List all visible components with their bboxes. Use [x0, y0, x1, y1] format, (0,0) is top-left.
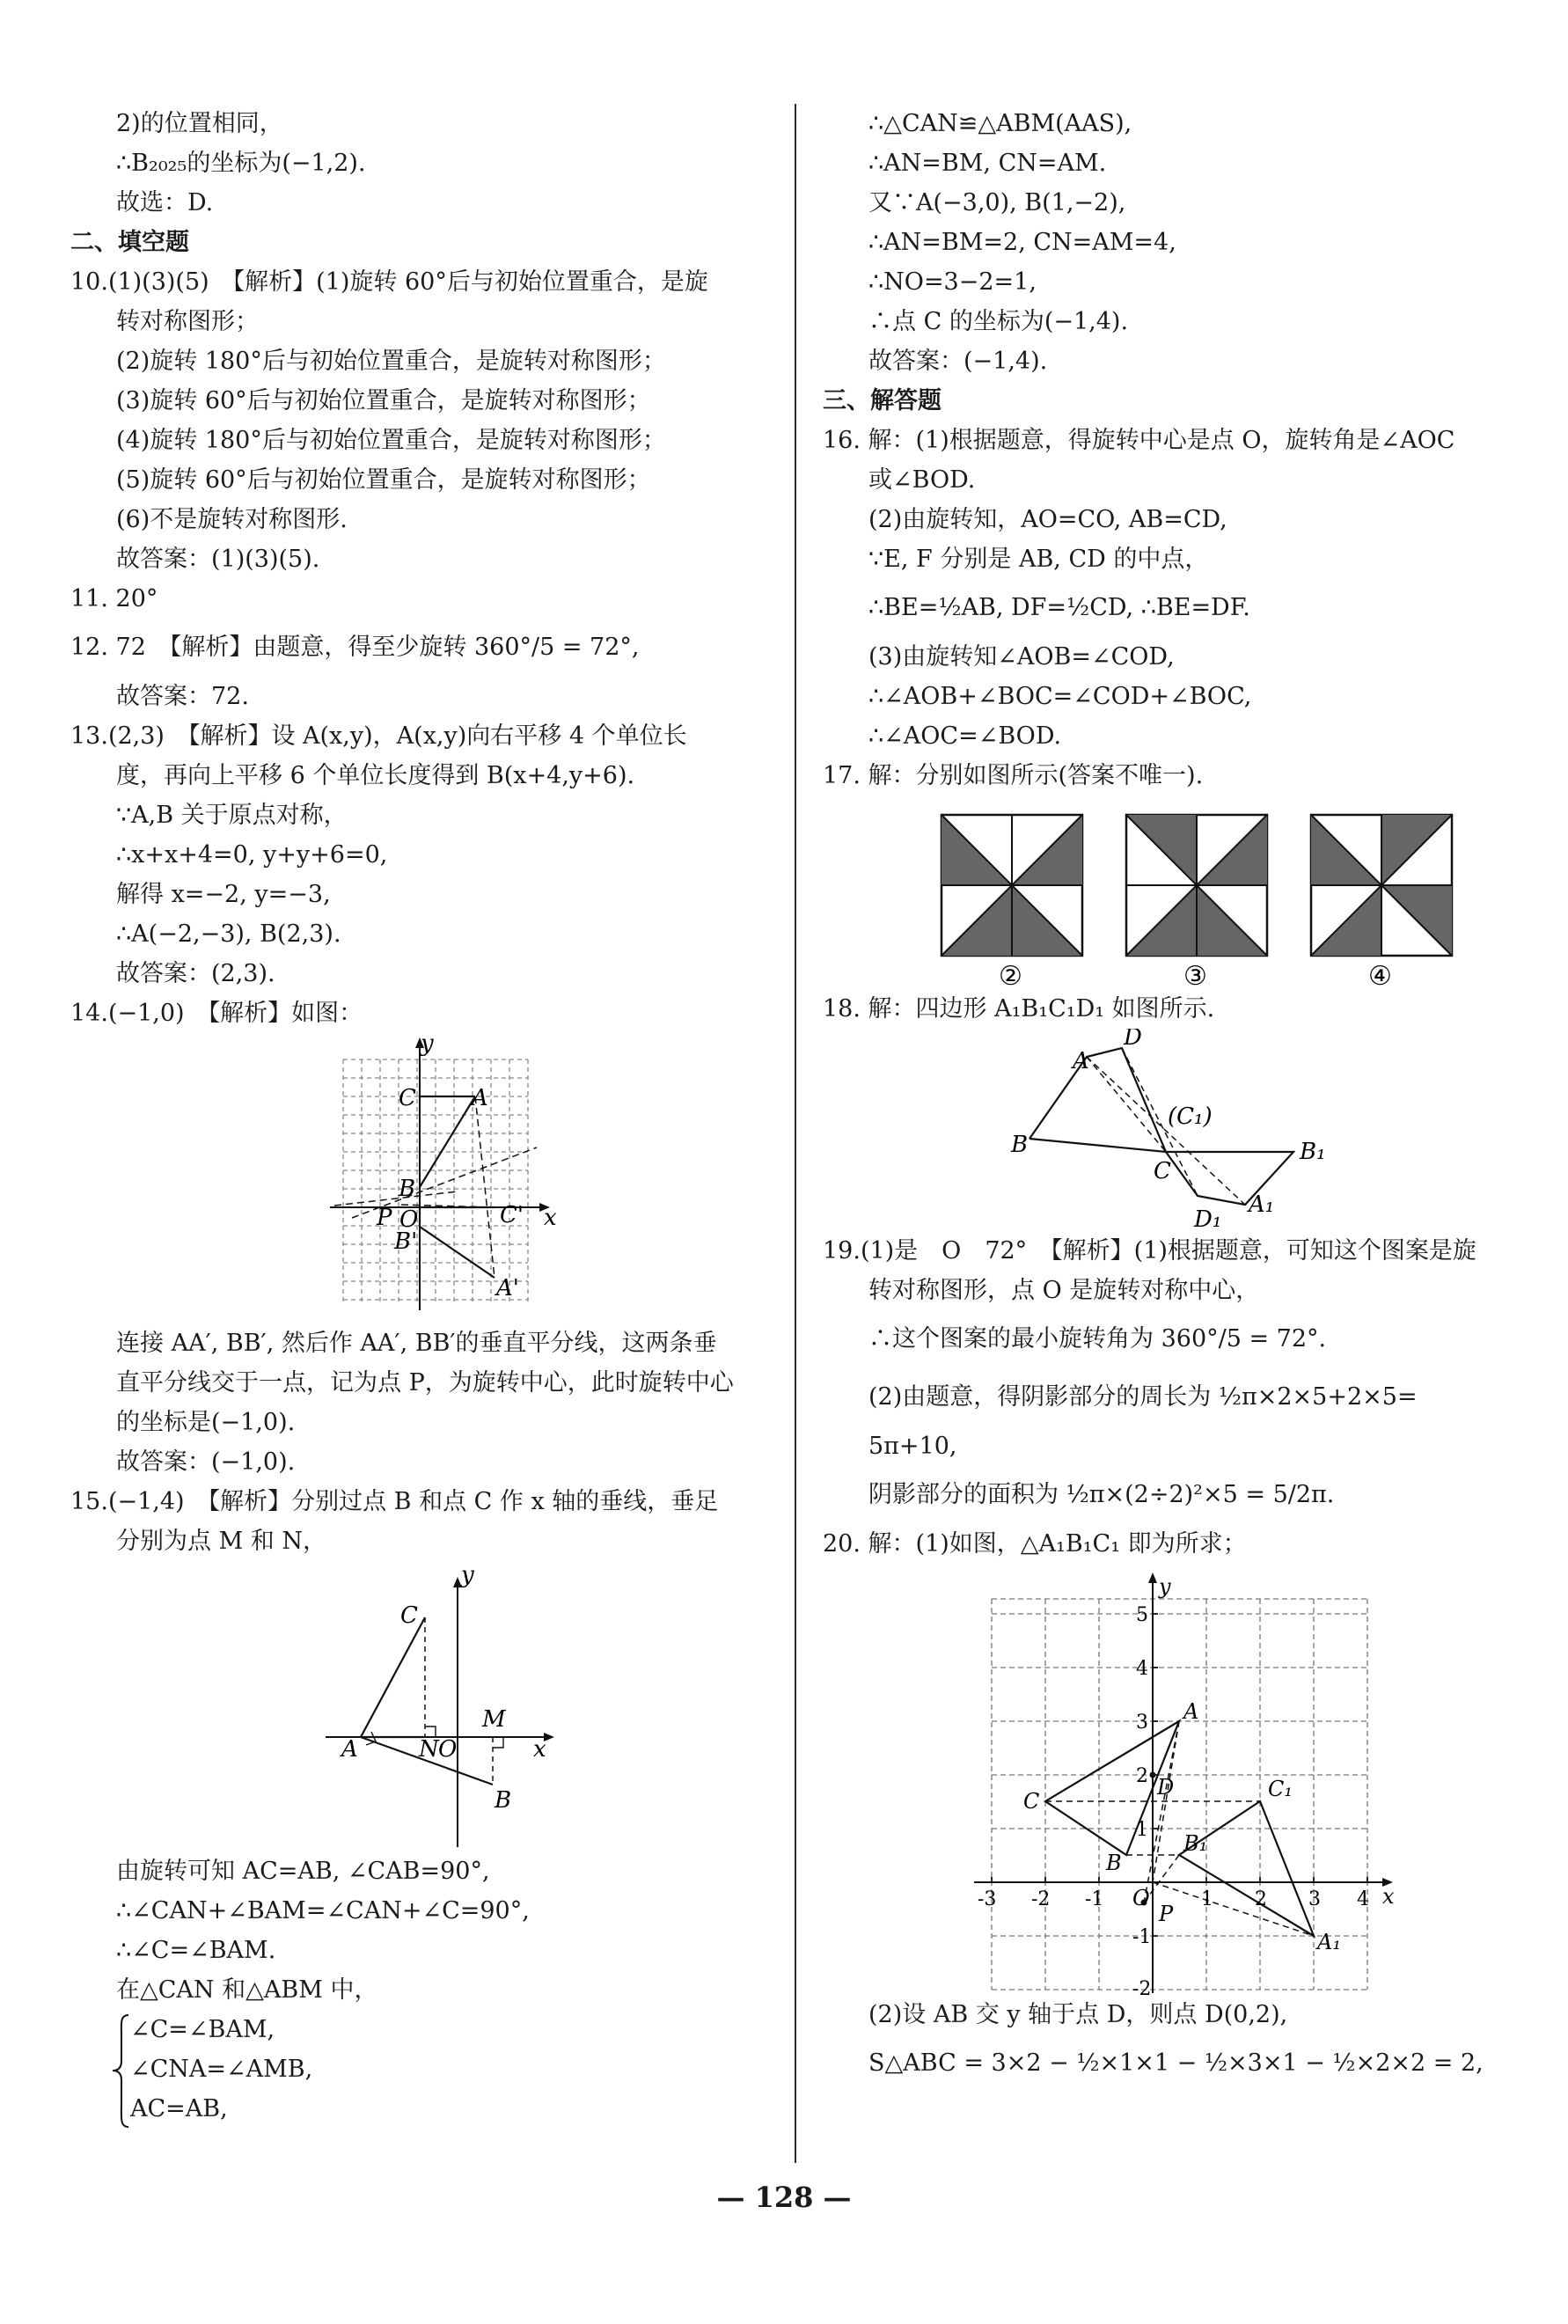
fig20-label: P	[1159, 1902, 1174, 1926]
text-line: 5π+10,	[868, 1433, 957, 1460]
text-line: (2)由旋转知，AO=CO, AB=CD,	[868, 506, 1227, 533]
fig20-label: D	[1157, 1775, 1175, 1800]
text-line: 11. 20°	[70, 585, 158, 612]
text-line: 16. 解：(1)根据题意，得旋转中心是点 O，旋转角是∠AOC	[823, 427, 1455, 454]
text-line: 故答案：(1)(3)(5).	[116, 546, 320, 573]
text-line: 20. 解：(1)如图，△A₁B₁C₁ 即为所求；	[823, 1530, 1247, 1558]
fig18-label: D	[1124, 1029, 1142, 1051]
text-line: 故答案：(−1,4).	[868, 348, 1048, 375]
fig15-label: C	[400, 1602, 418, 1629]
figure-14	[70, 1033, 774, 1323]
text-line: 转对称图形，点 O 是旋转对称中心，	[868, 1277, 1260, 1304]
text-line: 故答案：72.	[116, 683, 249, 710]
text-line: ∴x+x+4=0, y+y+6=0,	[116, 841, 388, 869]
text-line: ∴B₂₀₂₅的坐标为(−1,2).	[116, 150, 366, 177]
text-line: 17. 解：分别如图所示(答案不唯一).	[823, 762, 1204, 789]
fig14-label: A'	[496, 1275, 519, 1301]
text-line: (6)不是旋转对称图形.	[116, 506, 348, 533]
text-line: 度，再向上平移 6 个单位长度得到 B(x+4,y+6).	[116, 762, 635, 789]
page-number: — 128 —	[716, 2181, 852, 2214]
fig17-label: ③	[1183, 961, 1207, 989]
fig20-tick: -2	[1031, 1888, 1051, 1910]
text-line: ∴点 C 的坐标为(−1,4).	[868, 308, 1129, 335]
fig20-tick: 1	[1201, 1888, 1213, 1910]
fig20-label: y	[1159, 1574, 1171, 1599]
figure-17	[823, 795, 1527, 989]
text-line: ∴A(−2,−3), B(2,3).	[116, 920, 341, 948]
text-line: 阴影部分的面积为 ½π×(2÷2)²×5 = 5/2π.	[868, 1481, 1335, 1508]
fig15-label: x	[533, 1736, 546, 1763]
fig18-label: D₁	[1194, 1206, 1222, 1231]
fig14-label: P	[377, 1205, 392, 1231]
fig14-label: y	[421, 1033, 434, 1057]
text-line: 由旋转可知 AC=AB, ∠CAB=90°,	[116, 1858, 490, 1885]
fig18-label: (C₁)	[1168, 1103, 1213, 1130]
figure-15	[70, 1561, 774, 1851]
fig20-label: B₁	[1183, 1831, 1208, 1856]
fig20-label: C₁	[1268, 1777, 1293, 1801]
fig20-tick: -1	[1132, 1926, 1152, 1948]
fig20-tick: 4	[1357, 1888, 1369, 1910]
text-line: (4)旋转 180°后与初始位置重合，是旋转对称图形；	[116, 427, 666, 454]
fig18-label: C	[1154, 1158, 1171, 1184]
text-line: 故答案：(2,3).	[116, 960, 275, 987]
fig20-tick: 3	[1136, 1712, 1148, 1734]
text-line: ∴∠CAN+∠BAM=∠CAN+∠C=90°,	[116, 1897, 530, 1924]
fig14-label: C'	[500, 1202, 524, 1228]
text-line: (3)由旋转知∠AOB=∠COD,	[868, 643, 1175, 671]
text-line: S△ABC = 3×2 − ½×1×1 − ½×3×1 − ½×2×2 = 2,	[868, 2049, 1484, 2077]
text-line: 连接 AA′, BB′, 然后作 AA′, BB′的垂直平分线，这两条垂	[116, 1330, 717, 1357]
text-line: 15.(−1,4) 【解析】分别过点 B 和点 C 作 x 轴的垂线，垂足	[70, 1488, 719, 1515]
text-line: ∴这个图案的最小旋转角为 360°/5 = 72°.	[868, 1325, 1327, 1353]
fig20-tick: -3	[978, 1888, 997, 1910]
fig20-label: C	[1023, 1789, 1040, 1814]
fig20-tick: 3	[1308, 1888, 1321, 1910]
text-line: 故答案：(−1,0).	[116, 1448, 296, 1476]
figure-14-svg	[70, 1033, 774, 1323]
fig15-label: B	[495, 1787, 512, 1814]
fig20-tick: 2	[1255, 1888, 1267, 1910]
column-divider	[795, 104, 796, 2163]
fig17-label: ④	[1368, 961, 1392, 989]
fig20-tick: 5	[1136, 1604, 1148, 1626]
text-line: 10.(1)(3)(5) 【解析】(1)旋转 60°后与初始位置重合，是旋	[70, 268, 708, 296]
fig14-label: B'	[394, 1228, 418, 1255]
text-line: 12. 72 【解析】由题意，得至少旋转 360°/5 = 72°,	[70, 634, 640, 661]
equation-system	[70, 2010, 774, 2129]
text-line: (5)旋转 60°后与初始位置重合，是旋转对称图形；	[116, 466, 651, 494]
section-heading-solve: 三、解答题	[823, 387, 942, 414]
text-line: ∵A,B 关于原点对称，	[116, 802, 348, 829]
text-line: 2)的位置相同，	[116, 110, 283, 137]
fig18-label: B	[1011, 1132, 1029, 1158]
fig20-label: O	[1132, 1886, 1150, 1910]
text-line: (3)旋转 60°后与初始位置重合，是旋转对称图形；	[116, 387, 651, 414]
text-line: ∴NO=3−2=1,	[868, 268, 1037, 296]
fig14-label: O	[399, 1206, 419, 1233]
figure-18	[823, 1029, 1527, 1231]
fig15-label: N	[419, 1736, 439, 1763]
fig14-label: x	[544, 1205, 557, 1231]
text-line: ∴AN=BM, CN=AM.	[868, 150, 1107, 177]
text-line: ∴∠C=∠BAM.	[116, 1937, 276, 1964]
text-line: 直平分线交于一点，记为点 P，为旋转中心，此时旋转中心	[116, 1369, 734, 1397]
figure-20	[823, 1564, 1527, 1995]
text-line: 在△CAN 和△ABM 中，	[116, 1976, 378, 2004]
text-line: ∴BE=½AB, DF=½CD, ∴BE=DF.	[868, 594, 1250, 621]
system-line: AC=AB,	[130, 2095, 228, 2122]
fig15-label: O	[438, 1736, 458, 1763]
fig20-label: A	[1183, 1699, 1199, 1724]
fig20-tick: 2	[1136, 1765, 1148, 1787]
text-line: ∴AN=BM=2, CN=AM=4,	[868, 229, 1176, 256]
text-line: 或∠BOD.	[868, 466, 976, 494]
brace-icon	[109, 2012, 136, 2130]
text-line: ∴∠AOB+∠BOC=∠COD+∠BOC,	[868, 683, 1252, 710]
right-column	[823, 104, 1527, 2093]
fig20-tick: -2	[1132, 1978, 1152, 1995]
fig15-label: A	[341, 1736, 358, 1763]
fig18-label: A₁	[1249, 1191, 1275, 1218]
text-line: 故选：D.	[116, 189, 214, 216]
figure-20-svg	[823, 1564, 1527, 1995]
figure-15-svg	[70, 1561, 774, 1851]
system-line: ∠CNA=∠AMB,	[130, 2056, 313, 2083]
fig14-label: C	[399, 1085, 416, 1111]
text-line: 解得 x=−2, y=−3,	[116, 881, 331, 908]
fig20-tick: 4	[1136, 1658, 1148, 1680]
section-heading-fill: 二、填空题	[70, 229, 189, 256]
text-line: ∴∠AOC=∠BOD.	[868, 722, 1062, 750]
fig20-label: A₁	[1317, 1930, 1341, 1954]
system-line: ∠C=∠BAM,	[130, 2016, 275, 2043]
text-line: (2)设 AB 交 y 轴于点 D，则点 D(0,2),	[868, 2001, 1288, 2028]
fig14-label: A	[472, 1085, 488, 1111]
text-line: 19.(1)是 O 72° 【解析】(1)根据题意，可知这个图案是旋	[823, 1237, 1476, 1265]
text-line: (2)旋转 180°后与初始位置重合，是旋转对称图形；	[116, 348, 666, 375]
text-line: 13.(2,3) 【解析】设 A(x,y)，A(x,y)向右平移 4 个单位长	[70, 722, 687, 750]
text-line: 转对称图形；	[116, 308, 259, 335]
text-line: 又∵A(−3,0), B(1,−2),	[868, 189, 1126, 216]
figure-17-svg	[823, 795, 1527, 989]
text-line: 的坐标是(−1,0).	[116, 1409, 296, 1436]
text-line: 14.(−1,0) 【解析】如图：	[70, 1000, 363, 1027]
fig20-label: B	[1106, 1851, 1122, 1875]
text-line: ∴△CAN≌△ABM(AAS),	[868, 110, 1132, 137]
text-line: (2)由题意，得阴影部分的周长为 ½π×2×5+2×5=	[868, 1383, 1418, 1411]
figure-18-svg	[823, 1029, 1527, 1231]
fig18-label: B₁	[1300, 1139, 1326, 1165]
fig20-tick: -1	[1085, 1888, 1104, 1910]
fig20-label: x	[1382, 1884, 1395, 1909]
fig14-label: B	[399, 1176, 416, 1202]
text-line: 18. 解：四边形 A₁B₁C₁D₁ 如图所示.	[823, 995, 1215, 1023]
fig17-label: ②	[999, 961, 1022, 989]
fig15-label: M	[482, 1706, 506, 1733]
fig15-label: y	[461, 1562, 474, 1588]
text-line: 分别为点 M 和 N，	[116, 1528, 327, 1555]
fig20-tick: 1	[1136, 1819, 1148, 1841]
text-line: ∵E, F 分别是 AB, CD 的中点，	[868, 546, 1209, 573]
left-column	[70, 104, 774, 2129]
fig18-label: A	[1073, 1048, 1089, 1074]
